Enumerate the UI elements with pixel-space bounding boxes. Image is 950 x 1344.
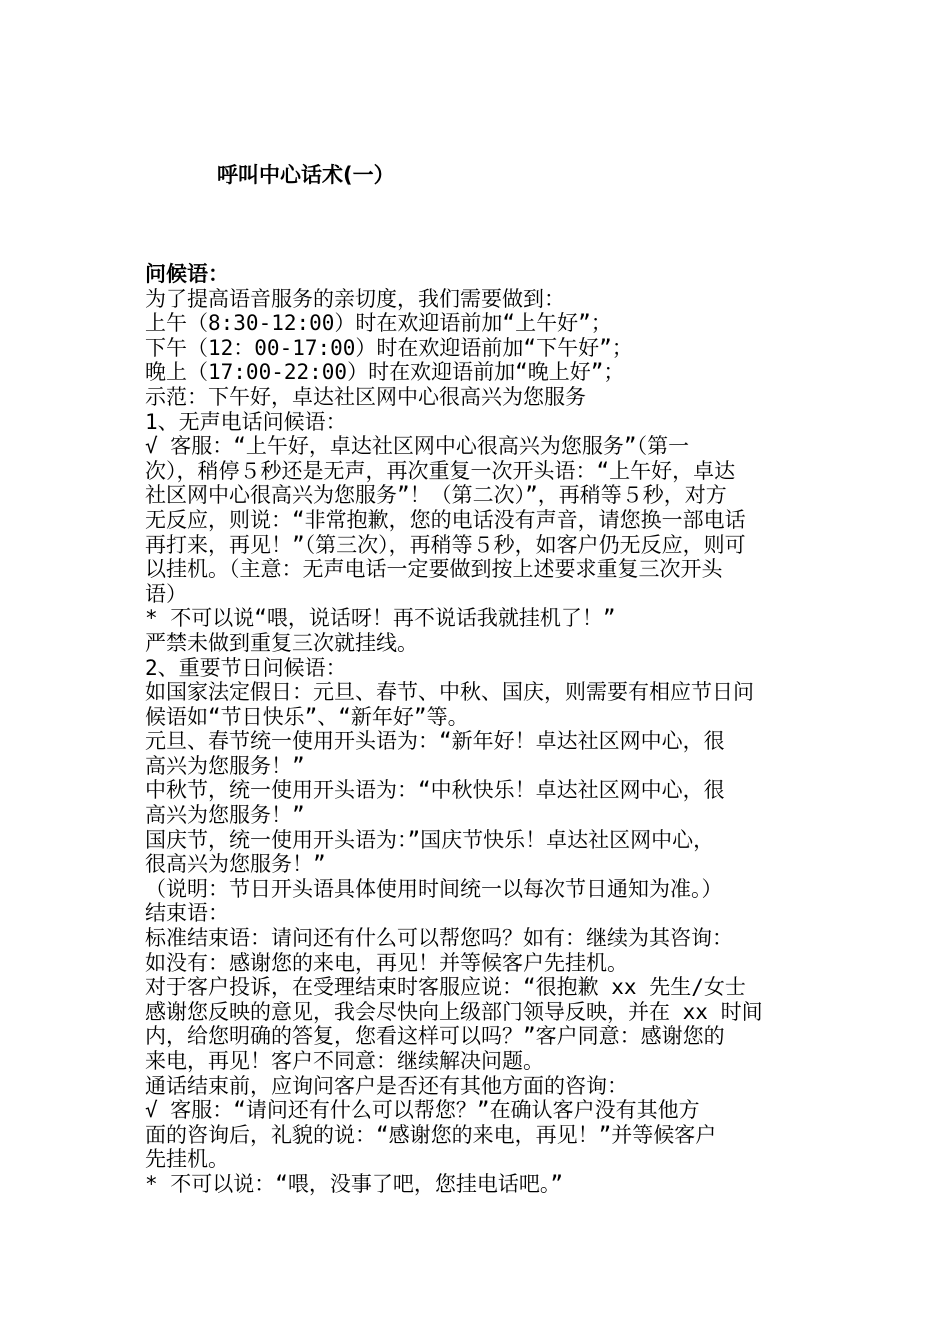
text-line: 晚上（17:00-22:00）时在欢迎语前加“晚上好”； (145, 360, 625, 385)
text-line: 很高兴为您服务！” (145, 852, 326, 877)
text-line: 国庆节，统一使用开头语为：”国庆节快乐！卓达社区网中心， (145, 827, 715, 852)
text-line: 高兴为您服务！” (145, 803, 305, 828)
text-line: 为了提高语音服务的亲切度，我们需要做到： (145, 286, 565, 311)
text-line: 高兴为您服务！” (145, 753, 305, 778)
text-line: 下午（12：00-17:00）时在欢迎语前加“下午好”； (145, 335, 633, 360)
text-line: 次），稍停５秒还是无声，再次重复一次开头语：“上午好，卓达 (145, 458, 736, 483)
text-line: 社区网中心很高兴为您服务”！（第二次）”，再稍等５秒，对方 (145, 483, 727, 508)
text-line: 再打来，再见！”（第三次），再稍等５秒，如客户仍无反应，则可 (145, 532, 746, 557)
text-line: 1、无声电话问候语： (145, 409, 347, 434)
text-line: √ 客服：“请问还有什么可以帮您？”在确认客户没有其他方 (145, 1098, 700, 1123)
text-line: 内，给您明确的答复，您看这样可以吗？”客户同意：感谢您的 (145, 1024, 725, 1049)
text-line: 严禁未做到重复三次就挂线。 (145, 630, 418, 655)
text-line: 标准结束语：请问还有什么可以帮您吗？如有：继续为其咨询： (145, 926, 733, 951)
text-line: 对于客户投诉，在受理结束时客服应说：“很抱歉 xx 先生/女士 (145, 975, 746, 1000)
text-line: 如没有：感谢您的来电，再见！并等候客户先挂机。 (145, 950, 628, 975)
text-line: 示范：下午好，卓达社区网中心很高兴为您服务 (145, 384, 586, 409)
text-line: 来电，再见！客户不同意：继续解决问题。 (145, 1049, 544, 1073)
text-line: 结束语： (145, 901, 229, 926)
text-line: 候语如“节日快乐”、“新年好”等。 (145, 704, 469, 729)
text-line: 语） (145, 581, 187, 606)
text-line: 无反应，则说：“非常抱歉，您的电话没有声音，请您换一部电话 (145, 507, 746, 532)
text-line: √ 客服：“上午好，卓达社区网中心很高兴为您服务”（第一 (145, 434, 690, 459)
text-line: 以挂机。（主意：无声电话一定要做到按上述要求重复三次开头 (145, 557, 723, 582)
text-line: （说明：节日开头语具体使用时间统一以每次节日通知为准。） (145, 876, 723, 901)
text-line: 如国家法定假日：元旦、春节、中秋、国庆，则需要有相应节日问 (145, 680, 754, 705)
text-line: 感谢您反映的意见，我会尽快向上级部门领导反映，并在 xx 时间 (145, 999, 763, 1024)
text-line: 中秋节，统一使用开头语为：“中秋快乐！卓达社区网中心，很 (145, 778, 725, 803)
text-line: * 不可以说“喂，说话呀！再不说话我就挂机了！” (145, 606, 616, 631)
section-heading: 问候语： (145, 262, 229, 286)
text-line: 2、重要节日问候语： (145, 655, 347, 680)
text-line: 元旦、春节统一使用开头语为：“新年好！卓达社区网中心，很 (145, 729, 725, 754)
document-body (145, 262, 810, 1197)
text-line: 面的咨询后，礼貌的说：“感谢您的来电，再见！”并等候客户 (145, 1122, 717, 1147)
document-title: 呼叫中心话术(一） (217, 163, 395, 187)
text-line: 通话结束前，应询问客户是否还有其他方面的咨询： (145, 1073, 628, 1098)
text-line: 先挂机。 (145, 1147, 229, 1172)
text-line: 上午（8:30-12:00）时在欢迎语前加“上午好”； (145, 311, 612, 336)
text-line: * 不可以说：“喂，没事了吧，您挂电话吧。” (145, 1171, 564, 1196)
